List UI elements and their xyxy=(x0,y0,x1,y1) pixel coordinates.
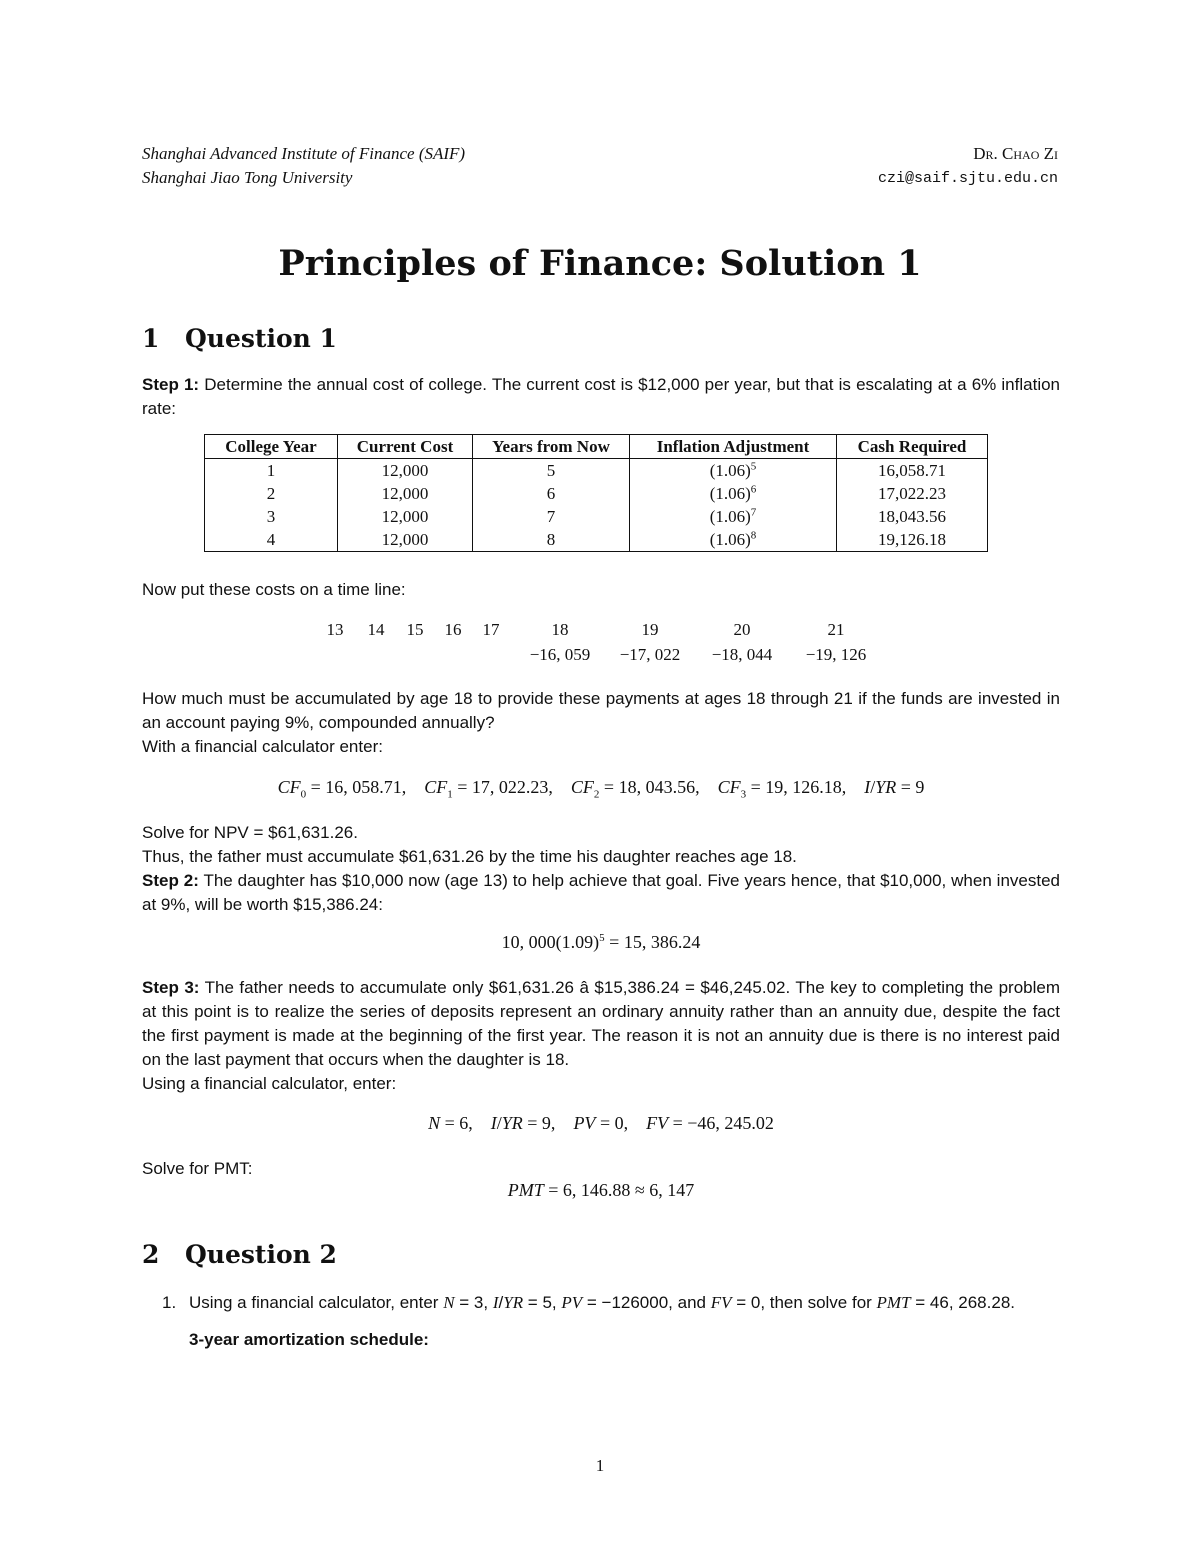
fv-right: = 15, 386.24 xyxy=(604,932,701,952)
pmt-value: = 6, 146.88 ≈ 6, 147 xyxy=(548,1180,695,1200)
fv-value: = −46, 245.02 xyxy=(672,1113,774,1133)
timeline-intro: Now put these costs on a time line: xyxy=(142,580,406,599)
table-row xyxy=(205,528,988,552)
cell-cost: 12,000 xyxy=(338,482,473,505)
item-pv: = −126000, and xyxy=(582,1293,711,1312)
section-number: 2 xyxy=(142,1240,160,1269)
using-calc-line: Using a financial calculator, enter: xyxy=(142,1074,397,1093)
npv-line: Solve for NPV = $61,631.26. xyxy=(142,823,358,842)
cell-adjustment xyxy=(630,505,837,528)
cell-years-from-now: 7 xyxy=(473,505,630,528)
step2-text: The daughter has $10,000 now (age 13) to help achieve that goal. Five years hence, that $10,000, when invested at 9%, will be worth $15,386.24: xyxy=(142,871,1060,914)
timeline-cashflow: −17, 022 xyxy=(619,645,681,664)
adj-base: (1.06) xyxy=(709,460,751,480)
iyr-value: = 9, xyxy=(527,1113,556,1133)
item-iyr: = 5, xyxy=(523,1293,562,1312)
timeline-age: 19 xyxy=(641,620,659,639)
adj-base: (1.06) xyxy=(709,506,751,526)
timeline-age: 14 xyxy=(367,620,385,639)
step3-paragraph xyxy=(142,976,1060,1072)
annuity-equation: N = 6, I/YR = 9, PV = 0, FV = −46, 245.02 xyxy=(428,1113,774,1133)
cf2-value: = 18, 043.56, xyxy=(603,777,700,797)
section-number: 1 xyxy=(142,324,160,353)
table-row xyxy=(205,482,988,505)
timeline-age: 18 xyxy=(551,620,569,639)
step1-text: Determine the annual cost of college. The current cost is $12,000 per year, but that is escalating at a 6% inflation rate: xyxy=(142,375,1060,418)
adj-exponent: 6 xyxy=(750,482,757,495)
pmt-equation: PMT = 6, 146.88 ≈ 6, 147 xyxy=(507,1180,695,1200)
cell-year: 3 xyxy=(205,505,338,528)
adj-exponent: 5 xyxy=(750,459,757,472)
thus-line: Thus, the father must accumulate $61,631.26 by the time his daughter reaches age 18. xyxy=(142,847,797,866)
list-marker: 1. xyxy=(162,1293,177,1312)
cell-cash: 19,126.18 xyxy=(837,528,988,552)
column-header: Cash Required xyxy=(837,435,988,459)
header-university: Shanghai Jiao Tong University xyxy=(142,168,353,187)
step1-paragraph xyxy=(142,373,1060,421)
fv-left: 10, 000(1.09) xyxy=(501,932,600,952)
cell-adjustment xyxy=(630,459,837,483)
cell-cash: 17,022.23 xyxy=(837,482,988,505)
timeline-cashflow: −16, 059 xyxy=(529,645,591,664)
step2-label: Step 2: xyxy=(142,871,199,890)
timeline-age: 15 xyxy=(406,620,424,639)
cell-cash: 18,043.56 xyxy=(837,505,988,528)
cell-cost: 12,000 xyxy=(338,505,473,528)
header-institute: Shanghai Advanced Institute of Finance (SAIF) xyxy=(142,144,466,163)
accumulate-paragraph: How much must be accumulated by age 18 to provide these payments at ages 18 through 21 if the funds are invested in an account paying 9%, compounded annually? xyxy=(142,689,1060,732)
item-fv: = 0, then solve for xyxy=(731,1293,877,1312)
adj-base: (1.06) xyxy=(709,529,751,549)
adj-exponent: 8 xyxy=(750,528,757,541)
table-row xyxy=(205,459,988,483)
pv-value: = 0, xyxy=(599,1113,629,1133)
schedule-label xyxy=(189,1328,1060,1352)
timeline-cashflow: −19, 126 xyxy=(805,645,867,664)
page-number: 1 xyxy=(595,1456,605,1475)
list-item xyxy=(142,1291,1060,1352)
cashflow-equation: $CF_0 = 16$, 058.71, $CF_1 = 17$, 022.23, $CF_2 = 18$, 043.56, $CF_3 = 19$, 126.18, I/YR = 9 xyxy=(277,777,925,801)
column-header: Current Cost xyxy=(338,435,473,459)
calc-instruction: With a financial calculator enter: xyxy=(142,737,383,756)
cost-table xyxy=(204,434,988,552)
column-header: College Year xyxy=(205,435,338,459)
column-header: Inflation Adjustment xyxy=(630,435,837,459)
step1-label: Step 1: xyxy=(142,375,200,394)
timeline xyxy=(0,620,1200,670)
timeline-age: 16 xyxy=(444,620,462,639)
schedule-label-text: 3-year amortization schedule: xyxy=(189,1330,429,1349)
fv-exponent: 5 xyxy=(599,932,605,944)
cell-adjustment xyxy=(630,528,837,552)
timeline-age: 13 xyxy=(326,620,344,639)
cf3-value: = 19, 126.18, xyxy=(750,777,847,797)
cell-year: 1 xyxy=(205,459,338,483)
item-text: Using a financial calculator, enter xyxy=(189,1293,444,1312)
cf0-value: = 16, 058.71, xyxy=(310,777,407,797)
section-heading-q1 xyxy=(142,324,337,353)
timeline-age: 17 xyxy=(482,620,500,639)
future-value-equation xyxy=(142,932,1060,953)
adj-exponent: 7 xyxy=(750,505,757,518)
cell-cost: 12,000 xyxy=(338,528,473,552)
cell-cash: 16,058.71 xyxy=(837,459,988,483)
page-title: Principles of Finance: Solution 1 xyxy=(278,243,922,284)
iyr-value: = 9 xyxy=(900,777,925,797)
header-email[interactable]: czi@saif.sjtu.edu.cn xyxy=(877,170,1058,187)
cell-year: 4 xyxy=(205,528,338,552)
cell-years-from-now: 8 xyxy=(473,528,630,552)
step3-text: The father needs to accumulate only $61,631.26 â $15,386.24 = $46,245.02. The key to completing the problem at this point is to realize the series of deposits represent an ordinary annuity rather than an annuity due, despite the fact the first payment is made at the beginning of the first year. The reason it is not an annuity due is there is no interest paid on the last payment that occurs when the daughter is 18. xyxy=(142,978,1060,1069)
timeline-age: 21 xyxy=(827,620,845,639)
timeline-age: 20 xyxy=(733,620,751,639)
header-author: Dr. Chao Zi xyxy=(973,144,1058,163)
cf1-value: = 17, 022.23, xyxy=(457,777,553,797)
item-n: = 3, xyxy=(454,1293,493,1312)
item-pmt: = 46, 268.28. xyxy=(910,1293,1015,1312)
n-value: = 6, xyxy=(444,1113,473,1133)
step2-paragraph xyxy=(142,869,1060,917)
timeline-cashflow: −18, 044 xyxy=(711,645,773,664)
list-item-text: Using a financial calculator, enter N = 3, I/YR = 5, PV = −126000, and FV = 0, then solve for PMT = 46, 268.28. xyxy=(189,1293,1015,1312)
adj-base: (1.06) xyxy=(709,483,751,503)
table-row xyxy=(205,505,988,528)
step3-label: Step 3: xyxy=(142,978,200,997)
section-title: Question 2 xyxy=(185,1240,337,1269)
section-title: Question 1 xyxy=(185,324,337,353)
cell-years-from-now: 6 xyxy=(473,482,630,505)
cell-cost: 12,000 xyxy=(338,459,473,483)
column-header: Years from Now xyxy=(473,435,630,459)
cell-year: 2 xyxy=(205,482,338,505)
cell-adjustment xyxy=(630,482,837,505)
solve-pmt-line: Solve for PMT: xyxy=(142,1159,253,1178)
section-heading-q2 xyxy=(142,1240,337,1269)
cell-years-from-now: 5 xyxy=(473,459,630,483)
table-header-row xyxy=(205,435,988,459)
